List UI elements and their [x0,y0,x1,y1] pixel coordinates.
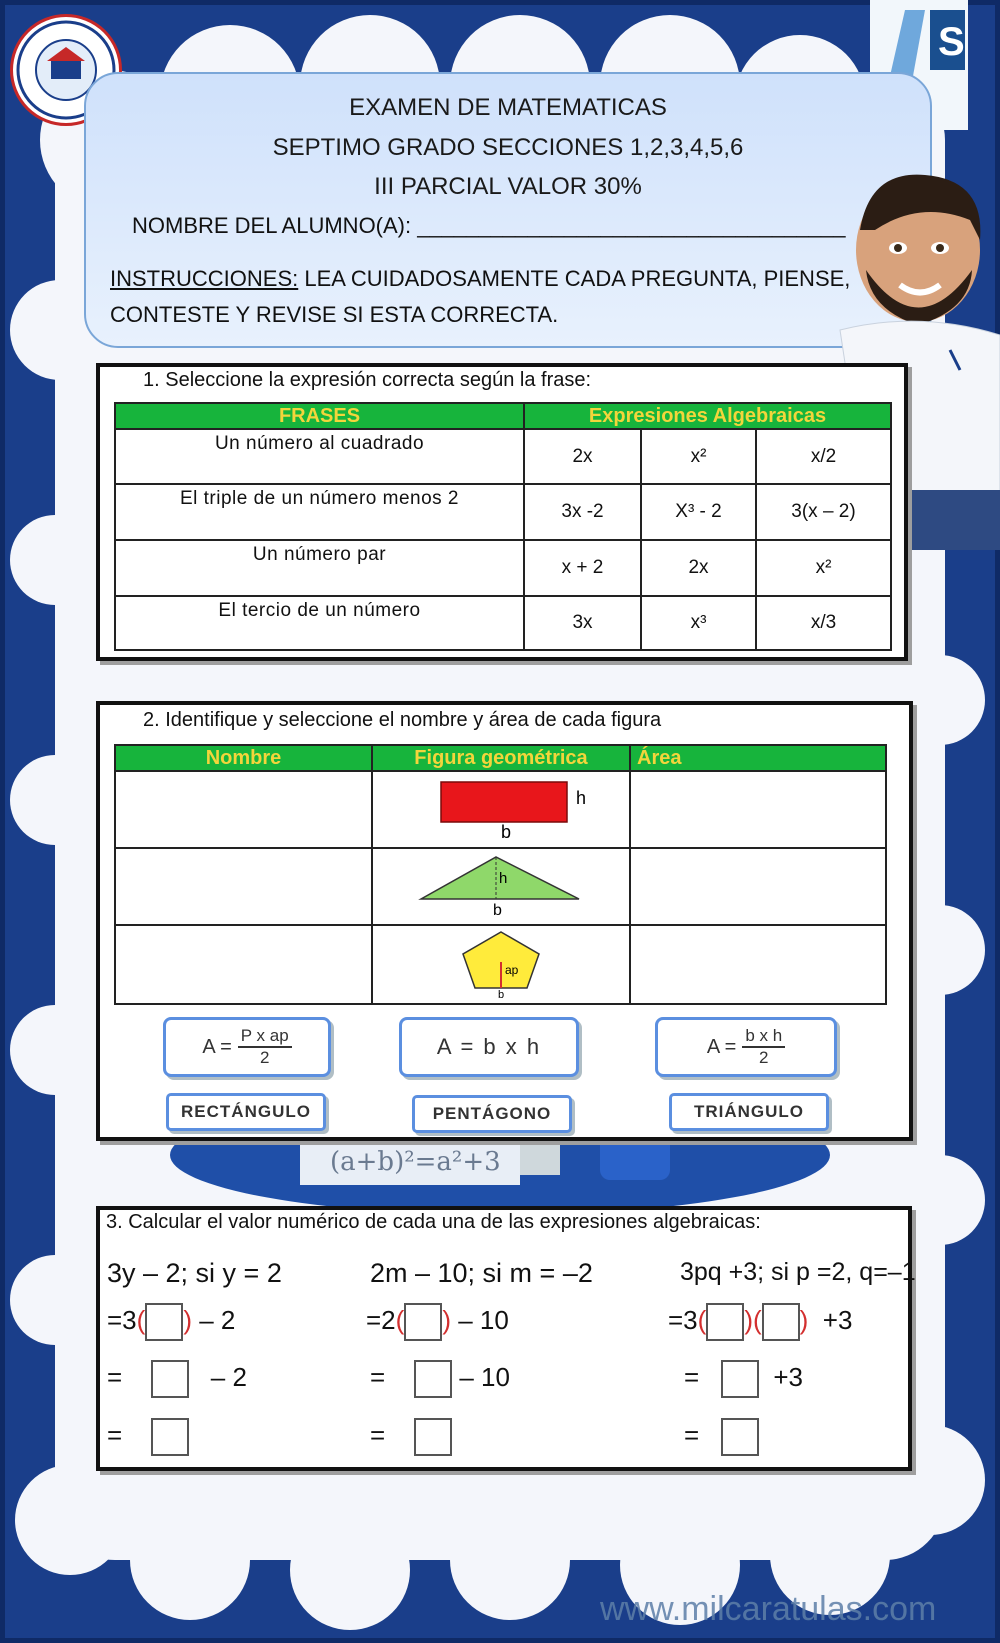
area-drop-cell[interactable] [630,925,886,1004]
problem-2-result: = [370,1418,452,1456]
table-row [115,429,891,484]
option-cell[interactable]: x + 2 [524,540,641,596]
svg-text:ap: ap [505,963,519,977]
answer-box[interactable] [721,1418,759,1456]
figures-table [114,744,887,1005]
formula-prefix: A = [202,1035,232,1058]
section-1-title: 1. Seleccione la expresión correcta según la frase: [143,369,592,391]
frase-cell: Un número al cuadrado [115,429,524,484]
instructions-line-2: CONTESTE Y REVISE SI ESTA CORRECTA. [110,302,559,327]
svg-text:S: S [938,20,965,64]
option-cell[interactable]: x² [756,540,891,596]
svg-text:b: b [498,989,505,998]
table-row [115,771,886,848]
pentagon-area-formula[interactable] [163,1017,331,1077]
answer-box[interactable] [151,1418,189,1456]
option-cell[interactable]: x/3 [756,596,891,650]
figure-cell [372,925,630,1004]
name-drop-cell[interactable] [115,771,372,848]
problem-1-step-2: = – 2 [107,1360,247,1398]
column-header-area: Área [630,745,886,771]
partial-value: III PARCIAL VALOR 30% [374,173,642,200]
problem-2-step-1: =2( ) – 10 [366,1303,509,1341]
grade-sections: SEPTIMO GRADO SECCIONES 1,2,3,4,5,6 [272,134,744,161]
triangle-figure [401,849,601,919]
answer-box[interactable] [706,1303,744,1341]
triangle-name-label[interactable]: TRIÁNGULO [669,1093,829,1131]
svg-text:b: b [493,902,502,919]
section-3-title: 3. Calcular el valor numérico de cada una de las expresiones algebraicas: [106,1211,761,1233]
svg-text:(a+b)²=a²+3: (a+b)²=a²+3 [330,1147,501,1177]
svg-text:h: h [499,870,508,887]
frase-cell: El tercio de un número [115,596,524,650]
option-cell[interactable]: 3x -2 [524,484,641,540]
instructions-text: LEA CUIDADOSAMENTE CADA PREGUNTA, PIENSE, [298,266,851,291]
problem-2-step-2: = – 10 [370,1360,510,1398]
frase-cell: El triple de un número menos 2 [115,484,524,540]
instructions-line-1 [110,261,870,297]
problem-2-expression: 2m – 10; si m = –2 [370,1258,593,1288]
option-cell[interactable]: X³ - 2 [641,484,756,540]
problem-3-result: = [684,1418,759,1456]
expressions-table [114,402,892,651]
problem-1-result: = [107,1418,189,1456]
answer-box[interactable] [762,1303,800,1341]
student-name-field[interactable]: NOMBRE DEL ALUMNO(A): ___________________________________ [132,213,846,238]
option-cell[interactable]: 3x [524,596,641,650]
option-cell[interactable]: 2x [641,540,756,596]
table-row [115,484,891,540]
svg-text:h: h [576,788,587,808]
option-cell[interactable]: x² [641,429,756,484]
area-drop-cell[interactable] [630,771,886,848]
option-cell[interactable]: x³ [641,596,756,650]
table-row [115,925,886,1004]
pentagon-figure [401,926,601,998]
column-header-figura: Figura geométrica [372,745,630,771]
rectangle-name-label[interactable]: RECTÁNGULO [166,1093,326,1131]
option-cell[interactable]: 2x [524,429,641,484]
name-drop-cell[interactable] [115,925,372,1004]
pentagon-name-label[interactable]: PENTÁGONO [412,1095,572,1133]
triangle-area-formula[interactable] [655,1017,837,1077]
option-cell[interactable]: 3(x – 2) [756,484,891,540]
column-header-nombre: Nombre [115,745,372,771]
formula-prefix: A = [706,1035,737,1058]
area-drop-cell[interactable] [630,848,886,925]
table-row [115,596,891,650]
answer-box[interactable] [414,1418,452,1456]
problem-1-step-1: =3( ) – 2 [107,1303,235,1341]
problem-3-expression: 3pq +3; si p =2, q=–1 [680,1258,916,1286]
watermark-url: www.milcaratulas.com [600,1590,937,1628]
rectangle-figure [401,772,601,842]
problem-1-expression: 3y – 2; si y = 2 [107,1258,282,1288]
formula-fraction: $\frac{\text{P x ap}}{2}$ [238,1026,292,1068]
instructions-label: INSTRUCCIONES: [110,266,299,291]
column-header-expresiones: Expresiones Algebraicas [524,403,891,429]
rectangle-area-formula[interactable]: A = b x h [399,1017,579,1077]
table-row [115,848,886,925]
option-cell[interactable]: x/2 [756,429,891,484]
problem-3-step-1: =3( )( ) +3 [668,1303,852,1341]
exam-title: EXAMEN DE MATEMATICAS [349,94,667,121]
answer-box[interactable] [145,1303,183,1341]
answer-box[interactable] [404,1303,442,1341]
answer-box[interactable] [151,1360,189,1398]
column-header-frases: FRASES [115,403,524,429]
answer-box[interactable] [414,1360,452,1398]
section-2-title: 2. Identifique y seleccione el nombre y área de cada figura [143,709,662,731]
figure-cell [372,771,630,848]
name-drop-cell[interactable] [115,848,372,925]
svg-text:b: b [501,822,512,842]
formula-fraction: $\frac{\text{b x h}}{2}$ [742,1026,785,1068]
frase-cell: Un número par [115,540,524,596]
table-row [115,540,891,596]
answer-box[interactable] [721,1360,759,1398]
figure-cell [372,848,630,925]
problem-3-step-2: = +3 [684,1360,803,1398]
